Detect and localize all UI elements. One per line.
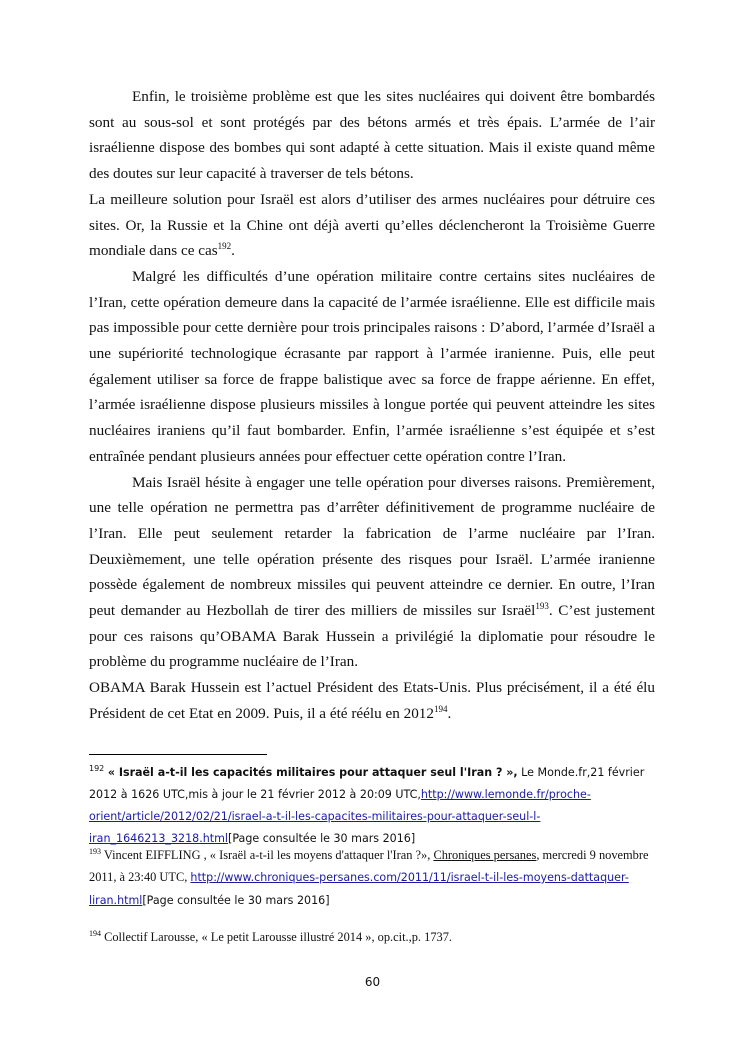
- paragraph-1: Enfin, le troisième problème est que les sites nucléaires qui doivent être bombardés sont au sous-sol et sont protégés par des bétons armés et très épais. L’armée de l’air israélienne dispose des bombes qui sont adapté à cette situation. Mais il existe quand même des doutes sur leur capacité à traverser de tels bétons.: [89, 88, 655, 183]
- journal-title: Chroniques persanes: [433, 848, 537, 862]
- footnote-192-link[interactable]: http://www.lemonde.fr/proche-orient/article/2012/02/21/israel-a-t-il-les-capacites-militaires-pour-attaquer-seul-l-iran_1646213_3218.html: [89, 788, 591, 845]
- footnote-193-link[interactable]: http://www.chroniques-persanes.com/2011/11/israel-t-il-les-moyens-dattaquer-liran.html: [89, 871, 629, 907]
- paragraph-4: Mais Israël hésite à engager une telle opération pour diverses raisons. Premièrement, une telle opération ne permettra pas d’arrêter définitivement de programme nucléaire de l’Iran. Elle peut seulement retarder la fabrication de l’arme nucléaire par l’Iran. Deuxièmement, une telle opération présente des risques pour Israël. L’armée iranienne possède également de nombreux missiles qui peuvent atteindre ce dernier. En outre, l’Iran peut demander au Hezbollah de tirer des milliers de missiles sur Israël$^{193}$. C’est justement pour ces raisons qu’OBAMA Barak Hussein a privilégié la diplomatie pour résoudre le problème du programme nucléaire de l’Iran.: [89, 473, 655, 671]
- paragraph-3: Malgré les difficultés d’une opération militaire contre certains sites nucléaires de l’Iran, cette opération demeure dans la capacité de l’armée israélienne. Elle est difficile mais pas impossible pour cette dernière pour trois principales raisons : D’abord, l’armée d’Israël a une supériorité technologique écrasante par rapport à l’armée iranienne. Puis, elle peut également utiliser sa force de frappe balistique avec sa force de frappe aérienne. En effet, l’armée israélienne dispose plusieurs missiles à longue portée qui peuvent atteindre les sites nucléaires iraniens qu’il faut bombarder. Enfin, l’armée israélienne s’est équipée et s’est entraînée pendant plusieurs années pour effectuer cette opération contre l’Iran.: [89, 267, 655, 465]
- footnote-ref-194[interactable]: 194: [434, 703, 448, 714]
- footnote-192: $^{192}$ « Israël a-t-il les capacités militaires pour attaquer seul l'Iran ? », Le Monde.fr,21 février 2012 à 1626 UTC,mis à jour le 21 février 2012 à 20:09 UTC,http://www.lemonde.fr/proche-orient/article/2012/02/21/israel-a-t-il-les-capacites-militaires-pour-attaquer-seul-l-iran_1646213_3218.html[Page consultée le 30 mars 2016]: [89, 764, 645, 845]
- footnote-separator: [89, 754, 267, 755]
- paragraph-5: OBAMA Barak Hussein est l’actuel Président des Etats-Unis. Plus précisément, il a été élu Président de cet Etat en 2009. Puis, il a été réélu en 2012$^{194}$.: [89, 679, 655, 722]
- body-text: [89, 84, 655, 727]
- footnote-194: $^{194}$ Collectif Larousse, « Le petit Larousse illustré 2014 », op.cit.,p. 1737.: [89, 929, 452, 944]
- page-number: 60: [364, 975, 381, 989]
- footnote-ref-192[interactable]: 192: [217, 241, 232, 252]
- paragraph-2: La meilleure solution pour Israël est alors d’utiliser des armes nucléaires pour détruire ces sites. Or, la Russie et la Chine ont déjà averti qu’elles déclencheront la Troisième Guerre mondiale dans ce cas$^{192}$.: [89, 190, 655, 260]
- footnote-ref-193[interactable]: 193: [535, 601, 549, 612]
- footnote-193: $^{193}$ Vincent EIFFLING , « Israël a-t-il les moyens d'attaquer l'Iran ?», Chroniques persanes, mercredi 9 novembre 2011, à 23:40 UTC, http://www.chroniques-persanes.com/2011/11/israel-t-il-les-moyens-dattaquer-liran.html[Page consultée le 30 mars 2016]: [89, 847, 649, 907]
